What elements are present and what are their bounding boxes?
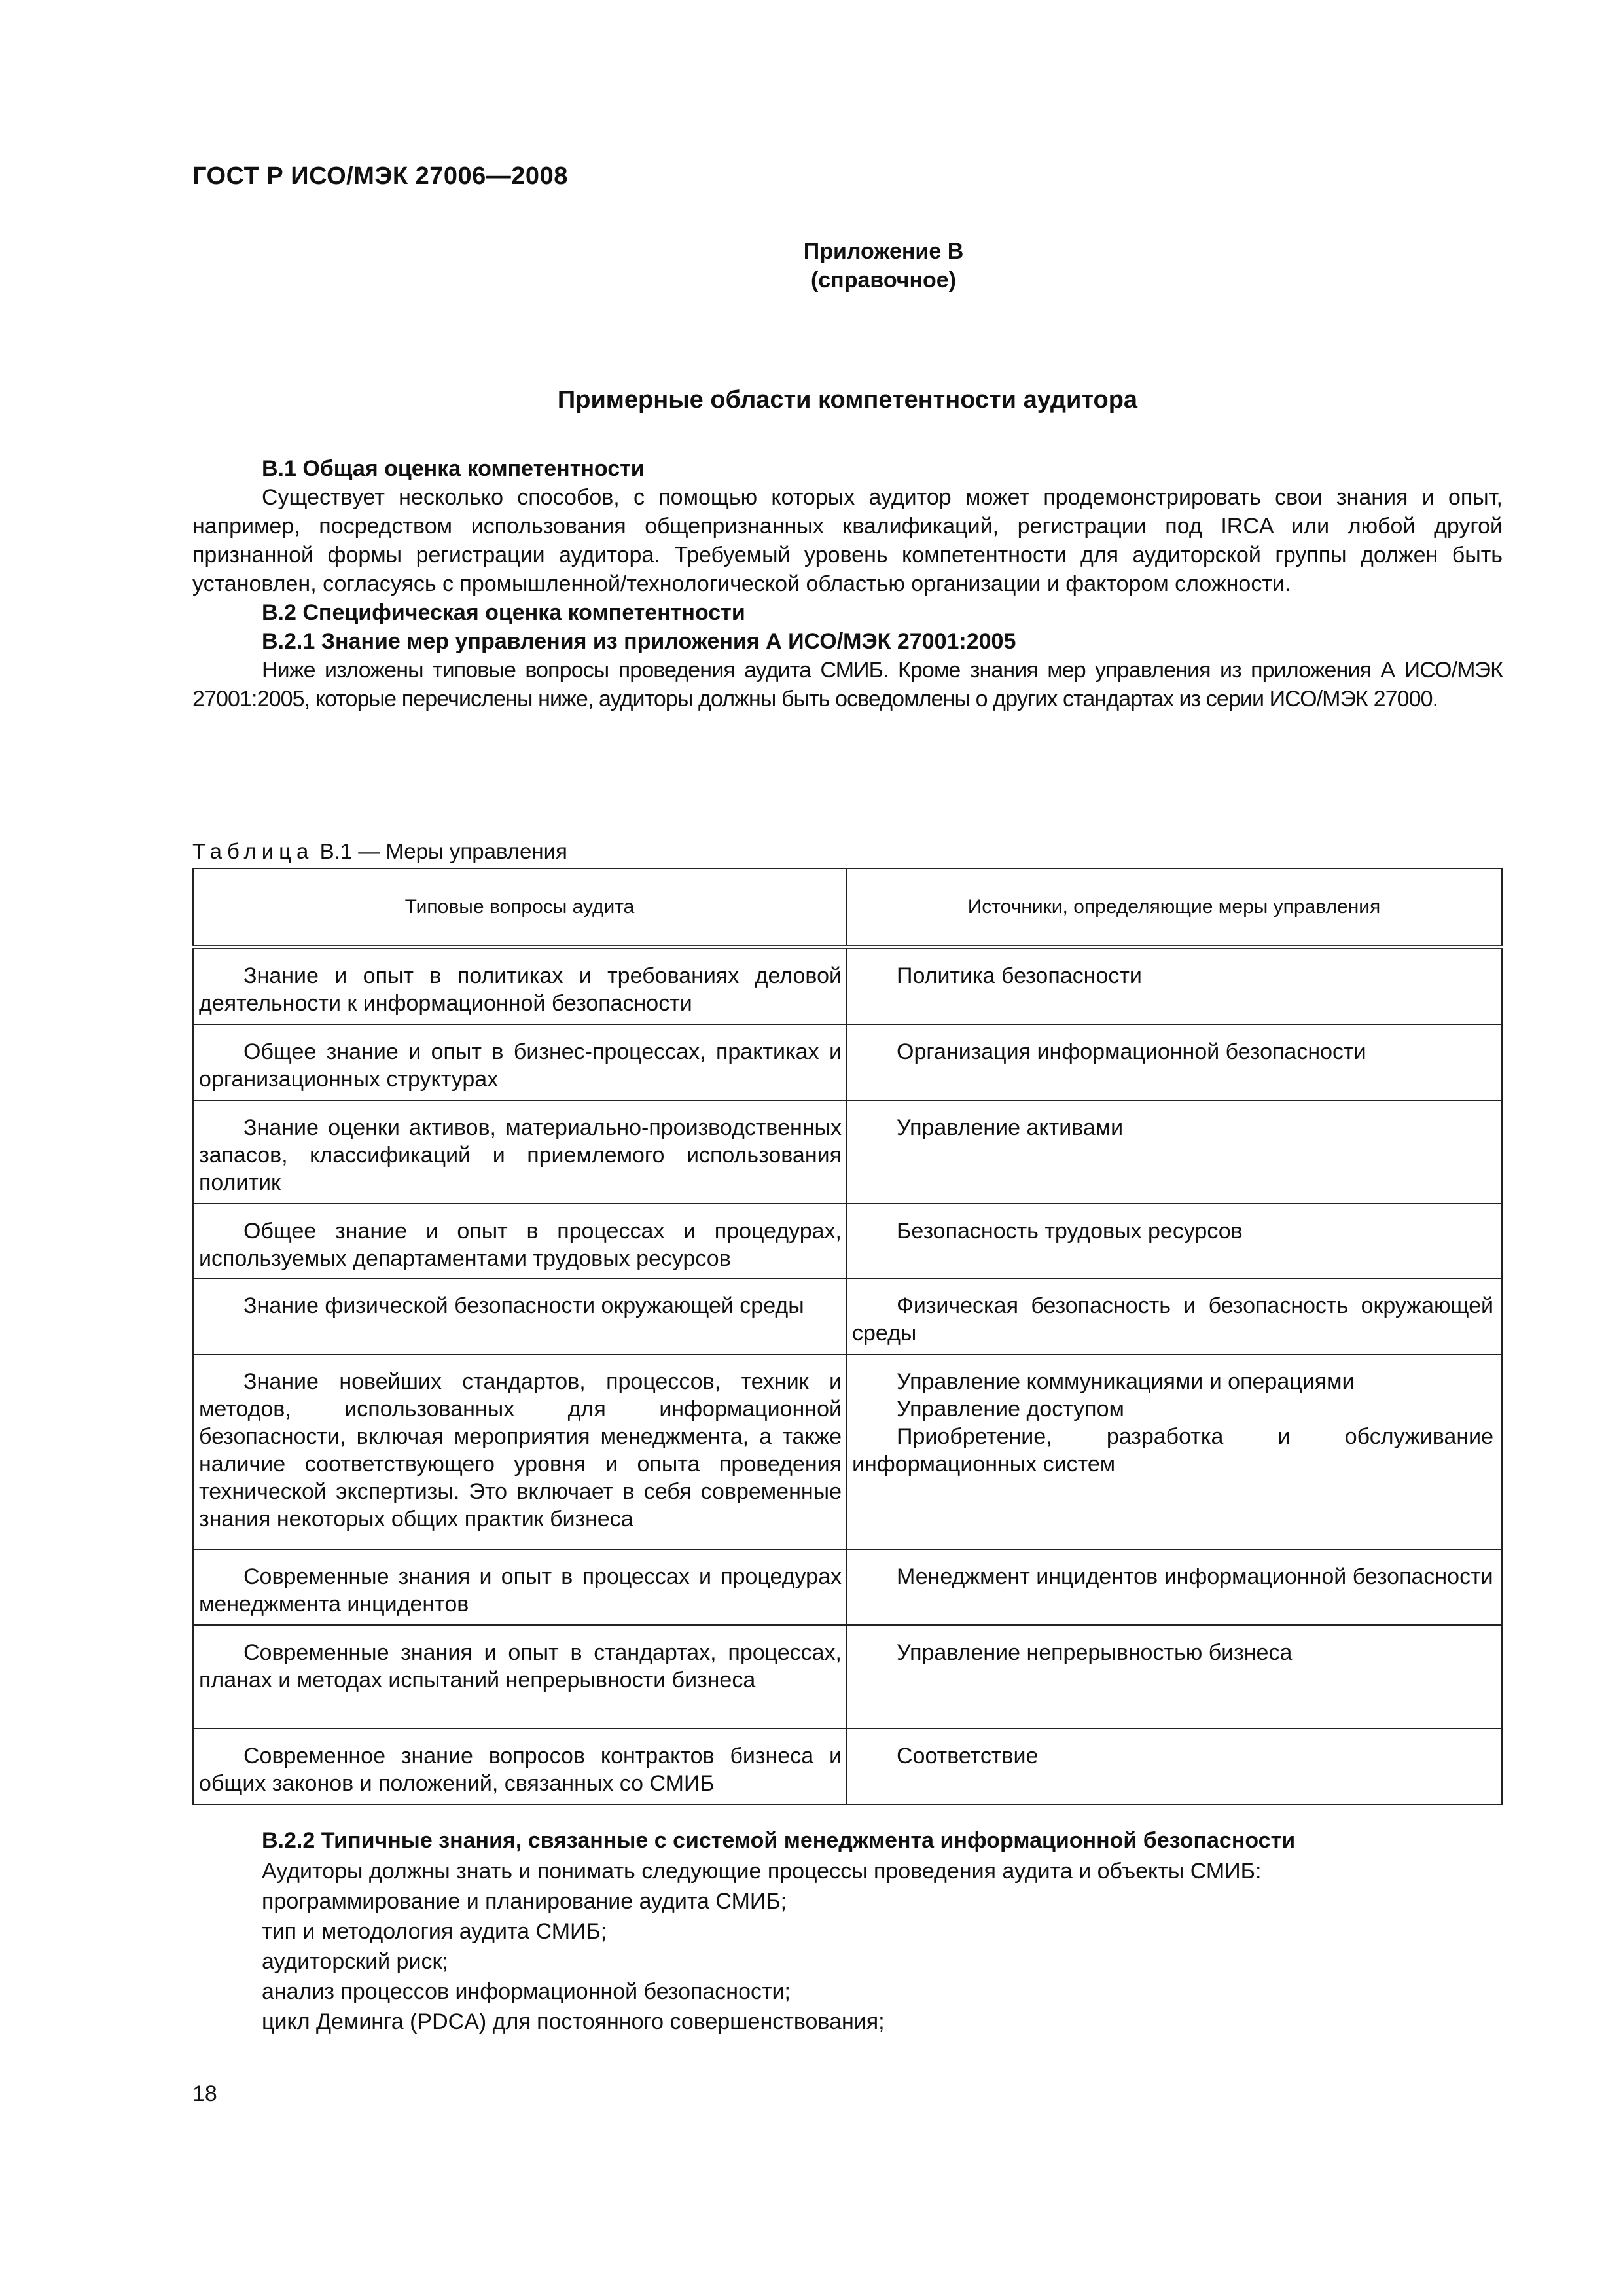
audit-question: Знание новейших стандартов, процессов, техник и методов, использованных для информационной безопасности, включая мероприятия менеджмента, а также наличие соответствующего уровня и опыта проведения технической экспертизы. Это включает в себя современные знания некоторых общих практик бизнеса — [199, 1369, 842, 1532]
control-source: Физическая безопасность и безопасность окружающей среды — [852, 1293, 1493, 1346]
table-row — [193, 1100, 1502, 1204]
section-b1-text: Существует несколько способов, с помощью которых аудитор может продемонстрировать свои знания и опыт, например, посредством использования общепризнанных квалификаций, регистрации под IRCA или любой другой признанной формы регистрации аудитора. Требуемый уровень компетентности для аудиторской группы должен быть установлен, согласуясь с промышленной/технологической областью организации и фактором сложности. — [192, 485, 1503, 596]
appendix-subtitle: (справочное) — [810, 268, 957, 293]
list-item: тип и методология аудита СМИБ; — [262, 1919, 607, 1944]
control-source: Менеджмент инцидентов информационной безопасности — [897, 1564, 1493, 1589]
section-b1-heading: В.1 Общая оценка компетентности — [262, 456, 645, 481]
section-b22-list — [192, 1856, 1503, 2037]
control-source: Управление коммуникациями и операциями — [897, 1369, 1355, 1394]
control-source: Управление непрерывностью бизнеса — [897, 1640, 1293, 1665]
appendix-label — [726, 237, 1041, 295]
list-item: цикл Деминга (PDCA) для постоянного совершенствования; — [262, 2009, 885, 2034]
control-source: Организация информационной безопасности — [897, 1039, 1366, 1064]
control-source: Управление доступом — [897, 1397, 1124, 1422]
table-caption-word: Таблица — [192, 839, 314, 863]
list-item: аудиторский риск; — [262, 1949, 448, 1974]
controls-table — [192, 868, 1503, 1805]
control-source: Безопасность трудовых ресурсов — [897, 1219, 1243, 1244]
main-title: Примерные области компетентности аудитора — [557, 386, 1138, 414]
document-code: ГОСТ Р ИСО/МЭК 27006—2008 — [192, 162, 568, 190]
section-b1 — [192, 454, 1503, 713]
table-row — [193, 1625, 1502, 1729]
table-row — [193, 1354, 1502, 1549]
table-header-audit-questions: Типовые вопросы аудита — [193, 869, 846, 947]
table-row — [193, 1729, 1502, 1804]
audit-question: Общее знание и опыт в процессах и процедурах, используемых департаментами трудовых ресурсов — [199, 1219, 842, 1271]
audit-question: Современные знания и опыт в стандартах, процессах, планах и методах испытаний непрерывности бизнеса — [199, 1640, 842, 1693]
section-b22-intro: Аудиторы должны знать и понимать следующие процессы проведения аудита и объекты СМИБ: — [262, 1859, 1262, 1884]
audit-question: Знание и опыт в политиках и требованиях деловой деятельности к информационной безопасности — [199, 963, 842, 1016]
list-item: программирование и планирование аудита СМИБ; — [262, 1889, 787, 1914]
audit-question: Современные знания и опыт в процессах и процедурах менеджмента инцидентов — [199, 1564, 842, 1617]
table-row — [193, 1549, 1502, 1625]
section-b21-heading: В.2.1 Знание мер управления из приложения А ИСО/МЭК 27001:2005 — [262, 629, 1016, 654]
audit-question: Современное знание вопросов контрактов бизнеса и общих законов и положений, связанных со СМИБ — [199, 1744, 842, 1796]
audit-question: Знание оценки активов, материально-производственных запасов, классификаций и приемлемого использования политик — [199, 1115, 842, 1195]
control-source: Политика безопасности — [897, 963, 1142, 988]
table-row — [193, 1024, 1502, 1100]
appendix-title: Приложение В — [803, 239, 964, 264]
control-source: Управление активами — [897, 1115, 1124, 1140]
section-b2-heading: В.2 Специфическая оценка компетентности — [262, 600, 745, 625]
control-source: Приобретение, разработка и обслуживание информационных систем — [852, 1424, 1493, 1477]
page-number: 18 — [192, 2081, 217, 2106]
table-header-row — [193, 869, 1502, 947]
audit-question: Общее знание и опыт в бизнес-процессах, практиках и организационных структурах — [199, 1039, 842, 1092]
table-header-control-sources: Источники, определяющие меры управления — [846, 869, 1502, 947]
control-source: Соответствие — [897, 1744, 1039, 1768]
section-b22 — [192, 1826, 1503, 1855]
audit-question: Знание физической безопасности окружающей среды — [243, 1293, 804, 1318]
table-row — [193, 1278, 1502, 1354]
table-caption — [192, 839, 567, 864]
section-b22-heading: В.2.2 Типичные знания, связанные с системой менеджмента информационной безопасности — [262, 1828, 1296, 1853]
section-b21-text: Ниже изложены типовые вопросы проведения аудита СМИБ. Кроме знания мер управления из приложения А ИСО/МЭК 27001:2005, которые перечислены ниже, аудиторы должны быть осведомлены о других стандартах из серии ИСО/МЭК 27000. — [192, 658, 1503, 711]
table-caption-rest: В.1 — Меры управления — [319, 839, 567, 863]
table-row — [193, 1204, 1502, 1278]
list-item: анализ процессов информационной безопасности; — [262, 1979, 791, 2004]
table-row — [193, 947, 1502, 1024]
